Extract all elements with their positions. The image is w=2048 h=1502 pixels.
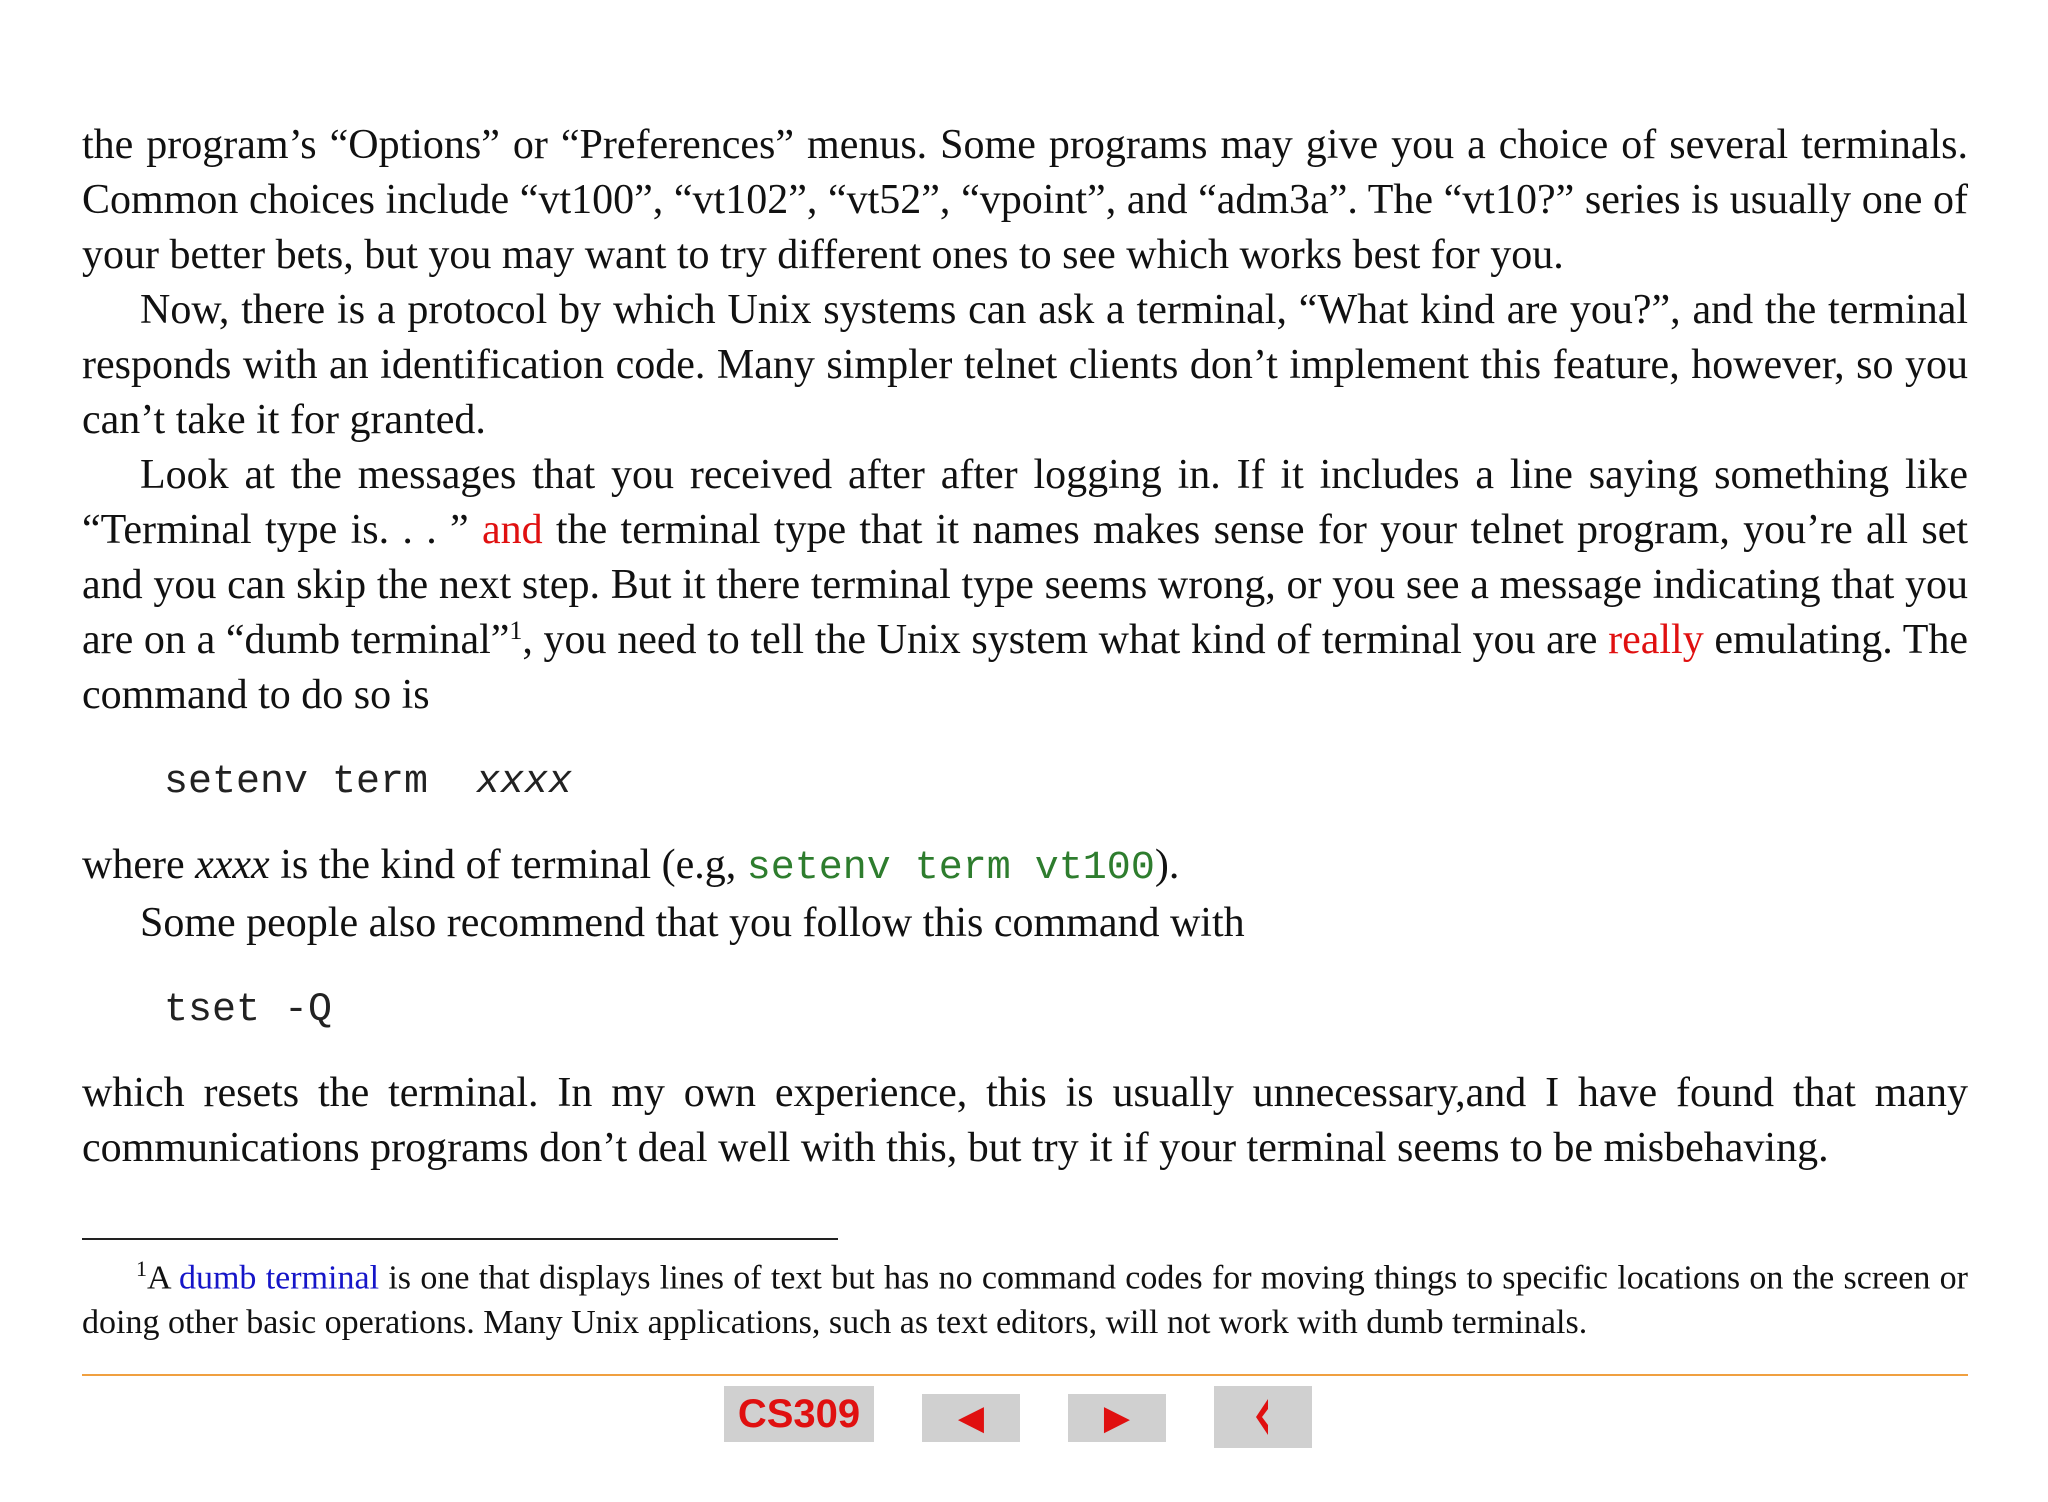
emphasis-and: and (481, 507, 543, 553)
back-button[interactable] (1214, 1386, 1312, 1448)
paragraph-4-text: ). (1154, 842, 1180, 888)
code-setenv (82, 755, 1968, 810)
paragraph-3-text: the terminal type that it names makes sense for your telnet program, you’re all set and you can skip the next step. But it there terminal type seems wrong, or you see a message indicating that you are on a “dumb terminal” (82, 507, 1968, 663)
emphasis-really: really (1608, 617, 1704, 663)
paragraph-3 (82, 448, 1968, 723)
paragraph-2-text: Now, there is a protocol by which Unix systems can ask a terminal, “What kind are you?”, and the terminal responds with an identification code. Many simpler telnet clients don’t implement this feature, however, so you can’t take it for granted. (82, 287, 1968, 443)
code-tset (82, 983, 1968, 1038)
example-command: setenv term vt100 (746, 846, 1155, 891)
code-setenv-argument: xxxx (476, 760, 573, 805)
footnote-mark: 1 (136, 1256, 147, 1281)
footnote-reference[interactable]: 1 (509, 616, 523, 645)
paragraph-2 (82, 283, 1968, 448)
footnote-text: is one that displays lines of text but has no command codes for moving things to specific locations on the screen or doing other basic operations. Many Unix applications, such as text editors, will not work with dumb terminals. (82, 1259, 1968, 1342)
paragraph-6-text: which resets the terminal. In my own experience, this is usually unnecessary,and I have found that many communications programs don’t deal well with this, but try it if your terminal seems to be misbehaving. (82, 1070, 1968, 1171)
footnote-text: A (147, 1259, 179, 1297)
footnote-link-dumb-terminal[interactable]: dumb terminal (178, 1259, 380, 1297)
home-button-label: CS309 (737, 1391, 861, 1436)
previous-page-button[interactable] (922, 1394, 1020, 1442)
paragraph-1-text: the program’s “Options” or “Preferences” menus. Some programs may give you a choice of several terminals. Common choices include “vt100”, “vt102”, “vt52”, “vpoint”, and “adm3a”. The “vt10?” series is usually one of your better bets, but you may want to try different ones to see which works best for you. (82, 122, 1968, 278)
paragraph-4-text: is the kind of terminal (e.g, (269, 842, 747, 888)
paragraph-3-text: Look at the messages that you received after after logging in. If it includes a line saying something like “Terminal type is. . . ” (82, 452, 1968, 553)
code-setenv-command: setenv term (164, 760, 477, 805)
next-page-button[interactable] (1068, 1394, 1166, 1442)
paragraph-3-text: emulating. The command to do so is (82, 617, 1968, 718)
paragraph-5-text: Some people also recommend that you follow this command with (140, 900, 1245, 946)
paragraph-4 (82, 838, 1968, 896)
placeholder-xxxx: xxxx (195, 842, 270, 888)
footnote (82, 1246, 1968, 1345)
footnote-divider (82, 1238, 838, 1240)
page-body (82, 118, 1968, 1176)
paragraph-6 (82, 1066, 1968, 1176)
triangle-left-icon: ◀ (957, 1398, 985, 1438)
footer-divider (82, 1374, 1968, 1376)
paragraph-4-text: where (82, 842, 196, 888)
triangle-right-icon: ▶ (1103, 1398, 1131, 1438)
paragraph-5 (82, 896, 1968, 951)
paragraph-1 (82, 118, 1968, 283)
code-tset-command: tset -Q (164, 988, 333, 1033)
paragraph-3-text: , you need to tell the Unix system what kind of terminal you are (522, 617, 1609, 663)
back-arrow-icon (1248, 1397, 1278, 1437)
home-button[interactable] (724, 1386, 874, 1442)
